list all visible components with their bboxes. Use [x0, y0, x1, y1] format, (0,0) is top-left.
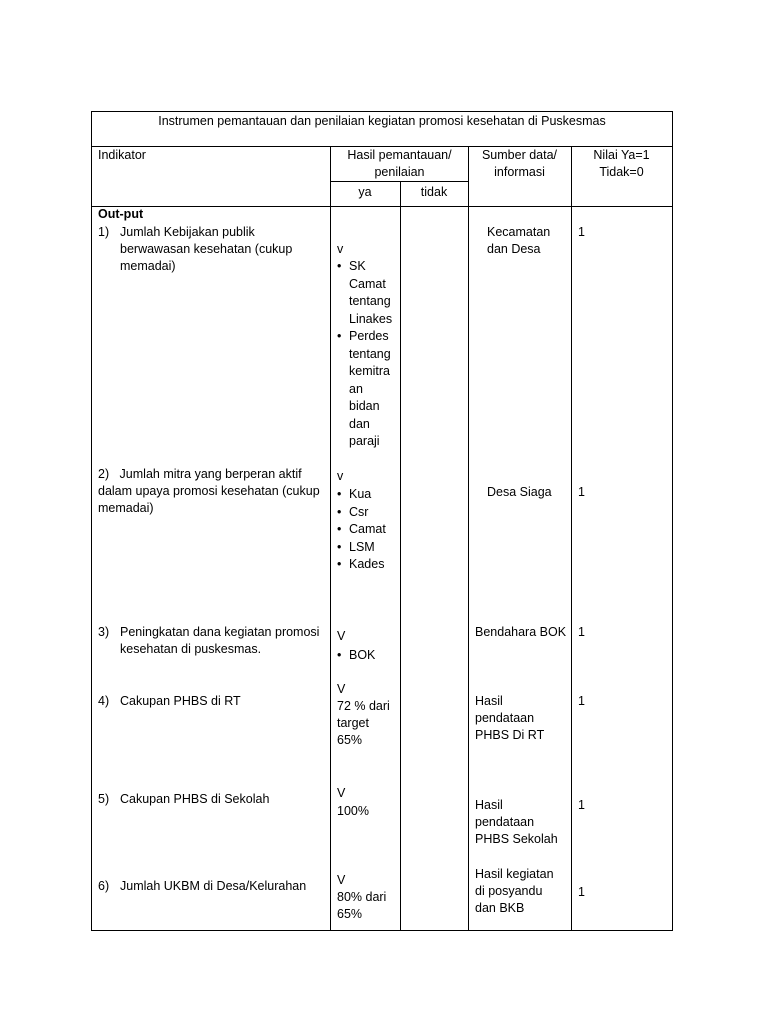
- ya-mark-row-1: v: [337, 242, 344, 256]
- sumber-row-6: dan BKB: [475, 901, 525, 915]
- column-divider: [468, 146, 469, 930]
- nilai-row-5: 1: [578, 798, 585, 812]
- nilai-row-1: 1: [578, 225, 585, 239]
- sumber-row-3: Bendahara BOK: [475, 625, 567, 639]
- header-sumber-line1: Sumber data/: [481, 148, 558, 162]
- indikator-row-3-cont: kesehatan di puskesmas.: [120, 642, 262, 656]
- ya-row-4: 72 % dari: [337, 699, 390, 713]
- bullet-item: • Kades: [337, 556, 386, 574]
- header-ya: ya: [358, 185, 372, 199]
- sumber-row-4: pendataan: [475, 711, 535, 725]
- section-label: Out-put: [98, 207, 144, 221]
- ya-bullets-row-1: [337, 258, 392, 451]
- column-divider: [571, 146, 572, 930]
- ya-row-6: 80% dari: [337, 890, 387, 904]
- ya-mark-row-3: V: [337, 629, 346, 643]
- ya-row-6: V: [337, 873, 346, 887]
- header-nilai-line1: Nilai Ya=1: [593, 148, 650, 162]
- ya-row-5: 100%: [337, 804, 369, 818]
- sumber-row-6: Hasil kegiatan: [475, 867, 554, 881]
- ya-row-4: 65%: [337, 733, 363, 747]
- indikator-row-2-cont: dalam upaya promosi kesehatan (cukup: [98, 484, 320, 498]
- bullet-item: • Camat: [337, 521, 386, 539]
- ya-bullets-row-3: [337, 647, 375, 665]
- ya-row-5: V: [337, 786, 346, 800]
- indikator-row-1-cont: memadai): [120, 259, 176, 273]
- nilai-row-6: 1: [578, 885, 585, 899]
- nilai-row-3: 1: [578, 625, 585, 639]
- assessment-table: [91, 111, 673, 931]
- sumber-row-4: Hasil: [475, 694, 503, 708]
- nilai-row-2: 1: [578, 485, 585, 499]
- row-divider: [92, 206, 672, 207]
- bullet-item: • Kua: [337, 486, 386, 504]
- table-title: Instrumen pemantauan dan penilaian kegiatan promosi kesehatan di Puskesmas: [158, 114, 606, 128]
- sumber-row-5: Hasil: [475, 798, 503, 812]
- header-tidak: tidak: [420, 185, 448, 199]
- header-sumber-line2: informasi: [494, 165, 545, 179]
- indikator-row-1-cont: berwawasan kesehatan (cukup: [120, 242, 293, 256]
- sumber-row-1: dan Desa: [487, 242, 541, 256]
- indikator-row-6: 6) Jumlah UKBM di Desa/Kelurahan: [98, 879, 307, 893]
- indikator-row-5: 5) Cakupan PHBS di Sekolah: [98, 792, 270, 806]
- ya-row-4: V: [337, 682, 346, 696]
- column-divider: [400, 181, 401, 930]
- bullet-item: • LSM: [337, 539, 386, 557]
- sumber-row-2: Desa Siaga: [487, 485, 552, 499]
- ya-row-4: target: [337, 716, 369, 730]
- sumber-row-5: pendataan: [475, 815, 535, 829]
- indikator-row-2-cont: memadai): [98, 501, 154, 515]
- bullet-item: • BOK: [337, 647, 375, 665]
- bullet-item: • Perdes tentang kemitra an bidan dan paraji: [337, 328, 392, 451]
- sumber-row-5: PHBS Sekolah: [475, 832, 558, 846]
- column-divider: [330, 146, 331, 930]
- ya-bullets-row-2: [337, 486, 386, 574]
- header-hasil-line1: Hasil pemantauan/: [347, 148, 452, 162]
- indikator-row-3: 3) Peningkatan dana kegiatan promosi: [98, 625, 320, 639]
- bullet-item: • SK Camat tentang Linakes: [337, 258, 392, 328]
- sumber-row-1: Kecamatan: [487, 225, 551, 239]
- nilai-row-4: 1: [578, 694, 585, 708]
- header-hasil-line2: penilaian: [374, 165, 425, 179]
- bullet-item: • Csr: [337, 504, 386, 522]
- row-number: 1): [98, 225, 110, 239]
- indikator-row-1: [98, 224, 255, 242]
- sumber-row-4: PHBS Di RT: [475, 728, 545, 742]
- indikator-text: Jumlah Kebijakan publik: [120, 225, 255, 239]
- ya-row-6: 65%: [337, 907, 363, 921]
- ya-mark-row-2: v: [337, 469, 344, 483]
- header-indikator: Indikator: [98, 148, 146, 162]
- indikator-row-4: 4) Cakupan PHBS di RT: [98, 694, 241, 708]
- header-nilai-line2: Tidak=0: [599, 165, 644, 179]
- indikator-row-2: 2) Jumlah mitra yang berperan aktif: [98, 467, 302, 481]
- sumber-row-6: di posyandu: [475, 884, 543, 898]
